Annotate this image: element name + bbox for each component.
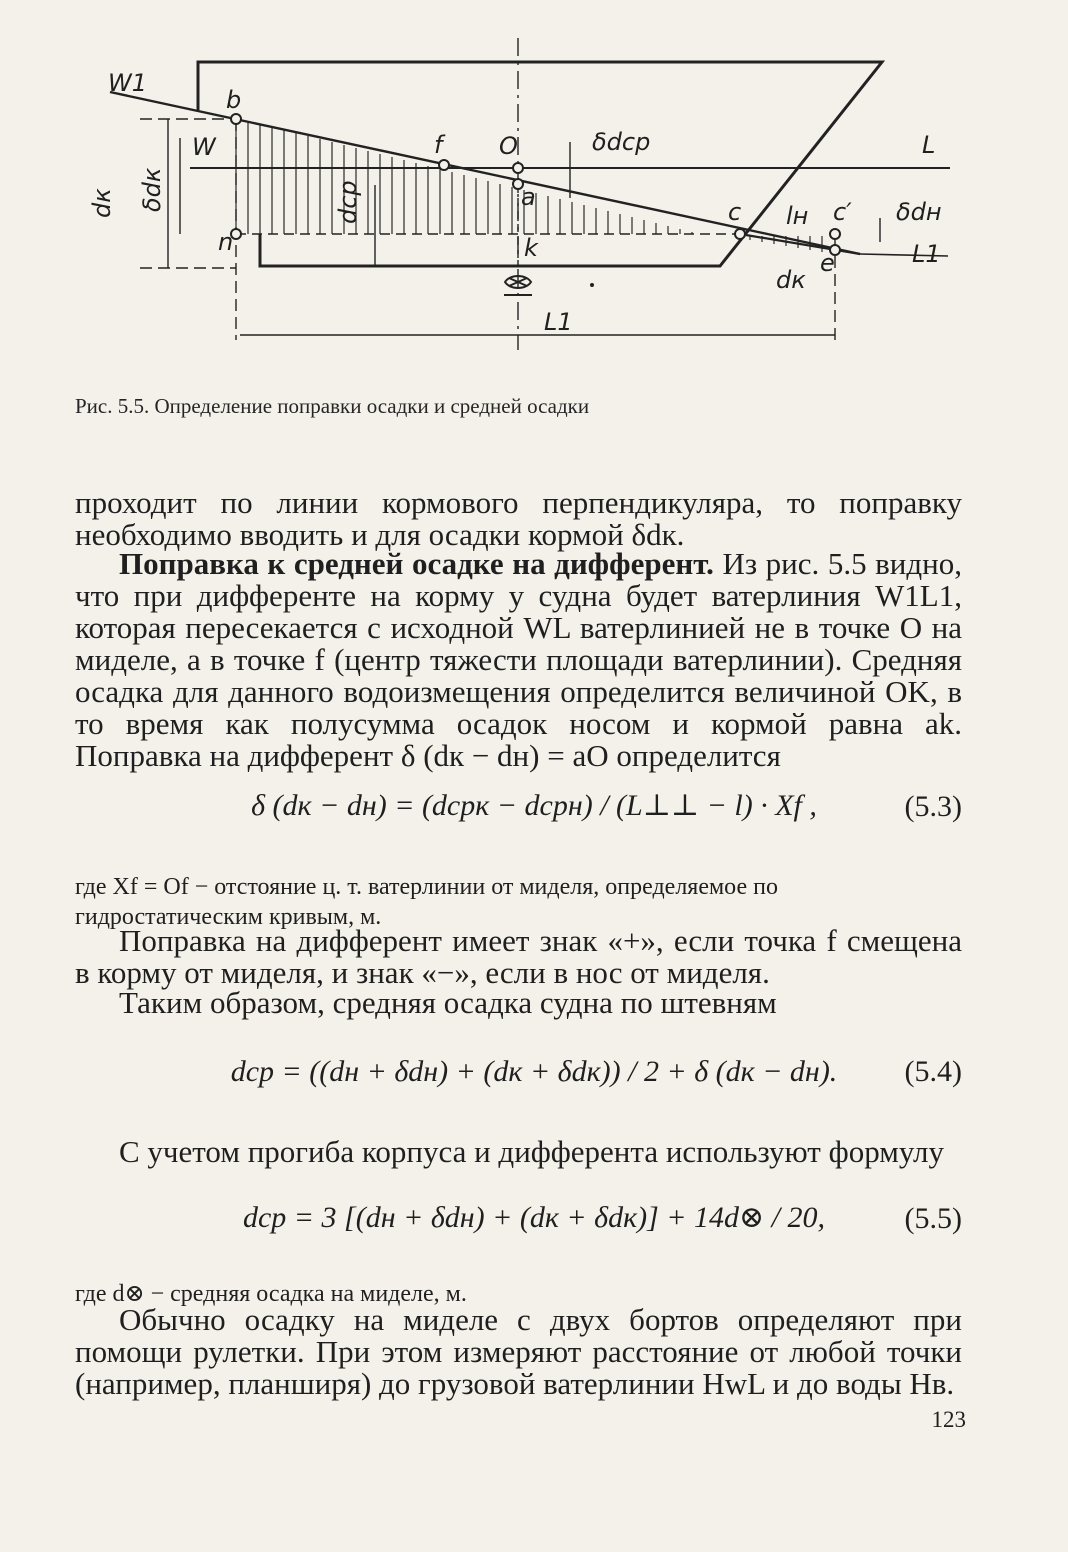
label-delta-dcp: δdcp xyxy=(592,128,651,156)
formula-5-3-note: где Xf = Of − отстояние ц. т. ватерлинии от миделя, определяемое по гидростатическим кривым, м. xyxy=(75,874,778,930)
formula-5-4-number: (5.4) xyxy=(904,1055,962,1088)
label-e: e xyxy=(820,249,835,277)
label-k: k xyxy=(524,234,538,262)
formula-5-5 xyxy=(0,1184,1068,1264)
label-delta-dk: δdк xyxy=(138,167,166,212)
formula-5-3 xyxy=(0,770,1068,850)
formula-5-4 xyxy=(0,1040,1068,1120)
label-w: W xyxy=(192,133,216,161)
paragraph-4: Таким образом, средняя осадка судна по штевням xyxy=(119,985,777,1020)
label-l: L xyxy=(922,131,936,159)
formula-5-4-expression: dср = ((dн + δdн) + (dк + δdк)) / 2 + δ (dк − dн). xyxy=(230,1055,838,1088)
label-o: O xyxy=(499,132,518,160)
formula-5-3-expression: δ (dк − dн) = (dсрк − dсрн) / (L⊥⊥ − l) · Xf , xyxy=(251,789,817,822)
label-lh: lн xyxy=(786,202,809,230)
label-c: c xyxy=(728,198,742,226)
paragraph-1: проходит по линии кормового перпендикуляра, то поправку необходимо вводить и для осадки кормой δdк. xyxy=(75,485,962,552)
label-dk-left: dк xyxy=(88,188,116,218)
formula-5-3-number: (5.3) xyxy=(904,790,962,823)
paragraph-2-heading: Поправка к средней осадке на дифферент. xyxy=(119,546,714,581)
label-b: b xyxy=(226,86,242,114)
label-delta-dh: δdн xyxy=(896,198,942,226)
paragraph-5: С учетом прогиба корпуса и дифферента используют формулу xyxy=(119,1134,944,1169)
paragraph-2 xyxy=(75,548,962,772)
draft-correction-figure xyxy=(88,30,980,350)
paragraph-3: Поправка на дифферент имеет знак «+», если точка f смещена в корму от миделя, и знак «−», если в нос от миделя. xyxy=(75,923,962,990)
label-w1: W1 xyxy=(108,69,147,97)
paragraph-6: Обычно осадку на миделе с двух бортов определяют при помощи рулетки. При этом измеряют расстояние от любой точки (например, планширя) до грузовой ватерлинии HwL и до воды Hв. xyxy=(75,1302,962,1401)
label-l1-right: L1 xyxy=(912,240,941,268)
paragraph-2-text: Из рис. 5.5 видно, что при дифференте на корму у судна будет ватерлиния W1L1, которая пересекается с исходной WL ватерлинией не в точке O на миделе, а в точке f (центр тяжести площади ватерлинии). Средняя осадка для данного водоизмещения определится величиной OK, в то время как полусумма осадок носом и кормой равна ak. Поправка на дифферент δ (dк − dн) = aO определится xyxy=(75,546,962,773)
label-c-prime: c′ xyxy=(833,198,852,226)
label-f: f xyxy=(434,131,443,159)
figure-caption: Рис. 5.5. Определение поправки осадки и средней осадки xyxy=(75,394,590,418)
label-dk-bottom: dк xyxy=(776,266,806,294)
label-n: n xyxy=(218,228,234,256)
label-dcp: dcp xyxy=(334,180,362,224)
page-number: 123 xyxy=(931,1407,966,1432)
formula-5-5-number: (5.5) xyxy=(904,1202,962,1235)
formula-5-5-expression: dср = 3 [(dн + δdн) + (dк + δdк)] + 14d⊗ / 20, xyxy=(242,1201,826,1234)
label-l1-bottom: L1 xyxy=(544,308,573,336)
label-a: a xyxy=(521,183,536,211)
draft-figure-svg xyxy=(88,30,980,350)
formula-5-5-note: где d⊗ − средняя осадка на миделе, м. xyxy=(75,1281,467,1307)
